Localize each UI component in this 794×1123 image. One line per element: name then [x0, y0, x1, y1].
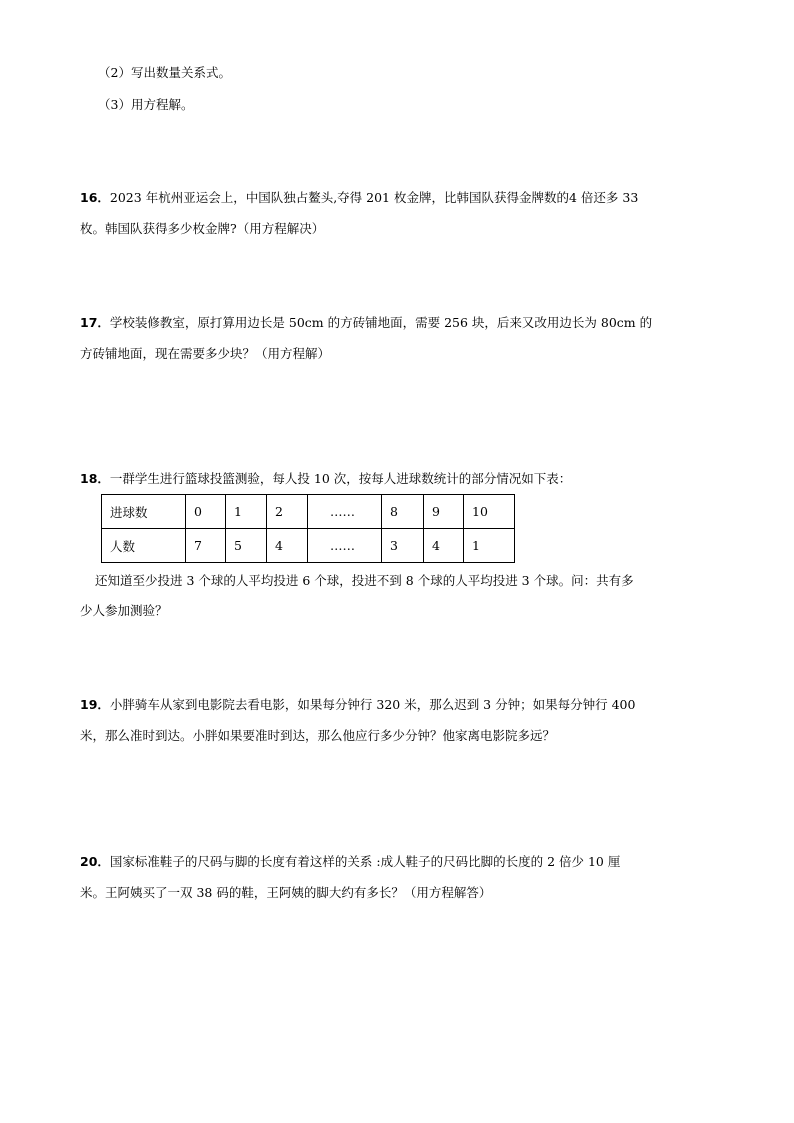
question-text: 小胖骑车从家到电影院去看电影，如果每分钟行 320 米，那么迟到 3 分钟；如果每分钟行 400	[109, 697, 636, 712]
question-16-line-2: 枚。韩国队获得多少枚金牌?（用方程解决）	[80, 221, 325, 236]
question-18-line-1	[80, 470, 571, 488]
table-cell: 人数	[102, 529, 186, 563]
table-row	[102, 495, 515, 529]
question-17-line-1	[80, 314, 652, 332]
question-number: 19．	[80, 697, 110, 712]
table-row	[102, 529, 515, 563]
question-text: 2023 年杭州亚运会上，中国队独占鳌头,夺得 201 枚金牌，比韩国队获得金牌数的4 倍还多 33	[109, 190, 639, 205]
table-cell: 7	[186, 529, 226, 563]
table-cell: 8	[382, 495, 424, 529]
question-16-line-1	[80, 189, 638, 207]
table-cell: 1	[464, 529, 515, 563]
question-19-line-2: 米，那么准时到达。小胖如果要准时到达，那么他应行多少分钟？他家离电影院多远？	[80, 728, 556, 743]
table-cell: 9	[424, 495, 464, 529]
table-cell: 10	[464, 495, 515, 529]
table-cell: 4	[267, 529, 308, 563]
question-20-line-1	[80, 853, 620, 871]
table-cell: 2	[267, 495, 308, 529]
question-17-line-2: 方砖铺地面，现在需要多少块？（用方程解）	[80, 346, 331, 361]
table-cell: 5	[226, 529, 267, 563]
table-cell: 1	[226, 495, 267, 529]
question-number: 17．	[80, 315, 110, 330]
question-number: 18．	[80, 471, 110, 486]
question-18-line-3: 少人参加测验？	[80, 603, 168, 618]
question-number: 16．	[80, 190, 110, 205]
table-cell: ……	[308, 495, 382, 529]
table-cell: 4	[424, 529, 464, 563]
question-18-line-2: 还知道至少投进 3 个球的人平均投进 6 个球，投进不到 8 个球的人平均投进 3 个球。问：共有多	[95, 573, 634, 588]
question-text: 国家标准鞋子的尺码与脚的长度有着这样的关系 :成人鞋子的尺码比脚的长度的 2 倍少 10 厘	[109, 854, 621, 869]
question-text: 一群学生进行篮球投篮测验，每人投 10 次，按每人进球数统计的部分情况如下表：	[109, 471, 572, 486]
sub-question-3: （3）用方程解。	[98, 97, 194, 112]
question-19-line-1	[80, 696, 635, 714]
table-cell: 3	[382, 529, 424, 563]
score-table	[101, 494, 515, 563]
table-cell: ……	[308, 529, 382, 563]
question-number: 20．	[80, 854, 110, 869]
table-cell: 0	[186, 495, 226, 529]
question-text: 学校装修教室，原打算用边长是 50cm 的方砖铺地面，需要 256 块，后来又改用边长为 80cm 的	[109, 315, 653, 330]
question-20-line-2: 米。王阿姨买了一双 38 码的鞋，王阿姨的脚大约有多长？（用方程解答）	[80, 885, 492, 900]
table-cell: 进球数	[102, 495, 186, 529]
sub-question-2: （2）写出数量关系式。	[98, 65, 231, 80]
